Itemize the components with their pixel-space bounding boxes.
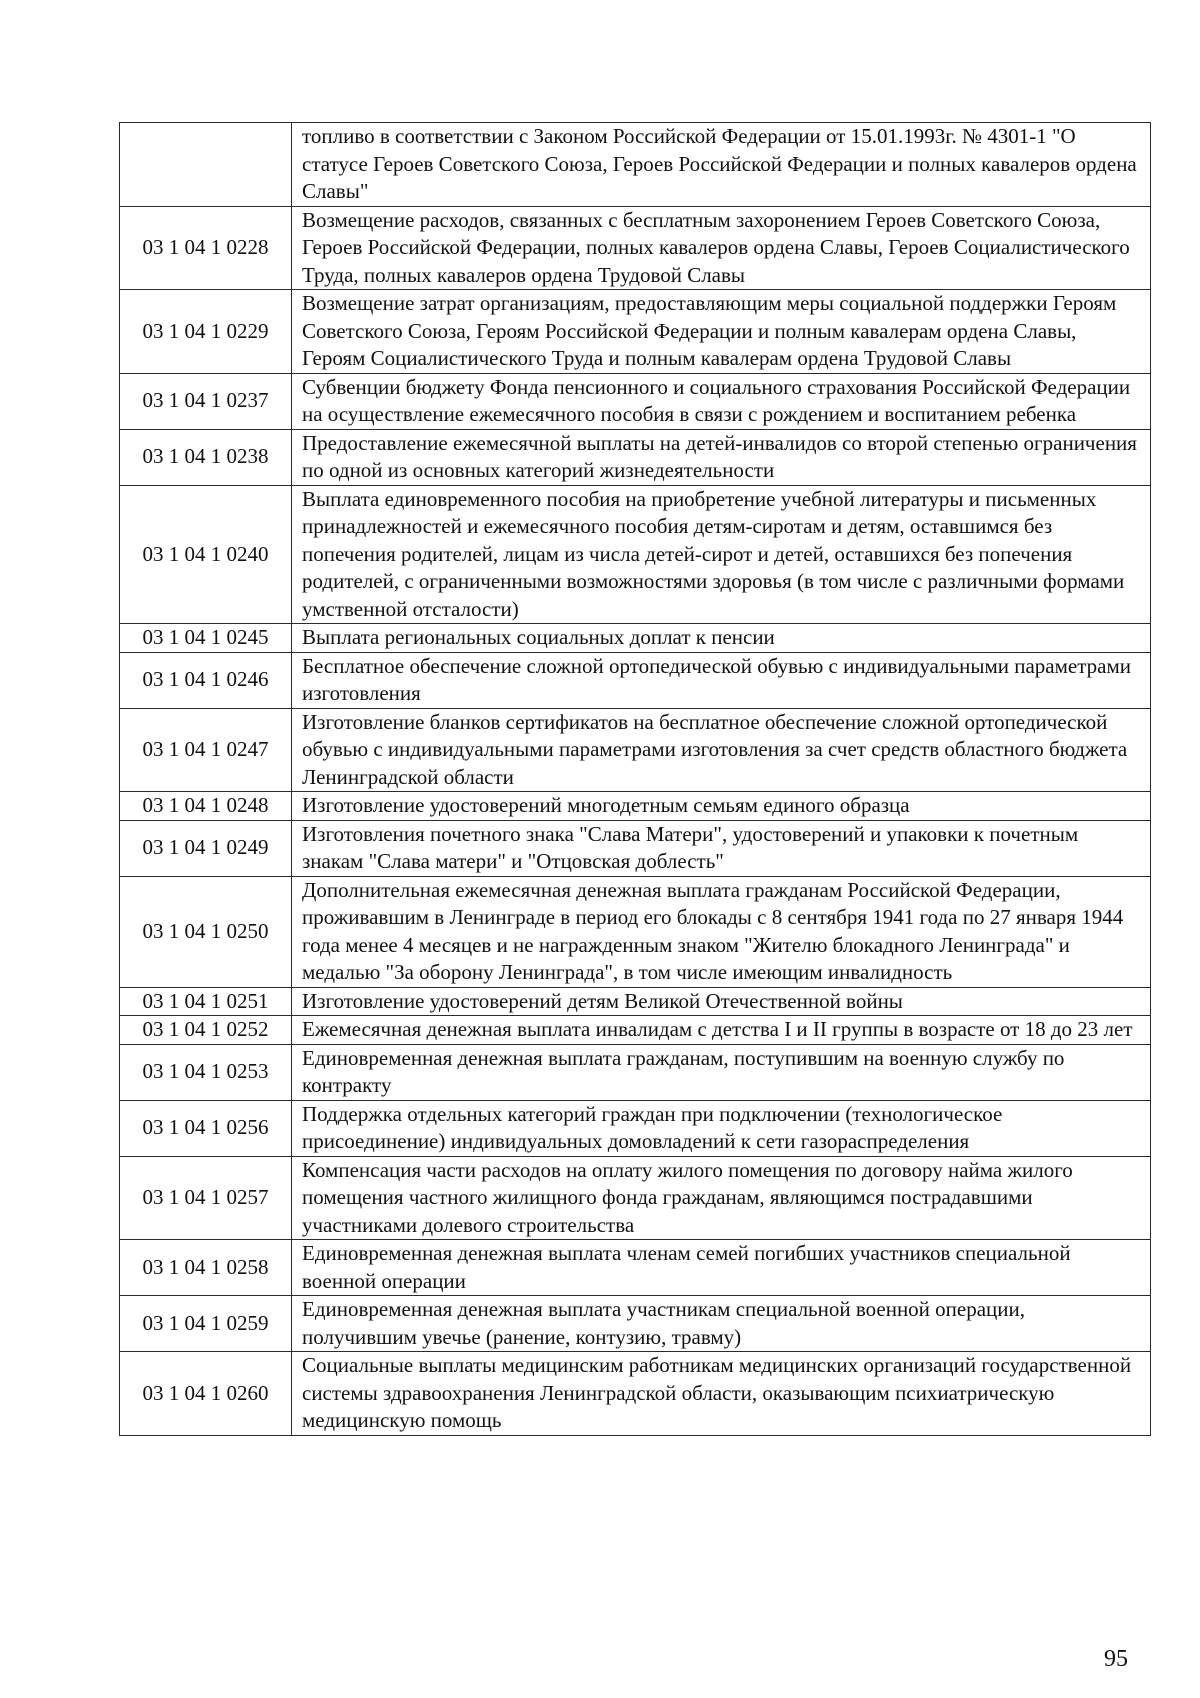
description-cell: Предоставление ежемесячной выплаты на детей-инвалидов со второй степенью ограничения по одной из основных категорий жизнедеятельности bbox=[292, 429, 1151, 485]
description-cell: Поддержка отдельных категорий граждан при подключении (технологическое присоединение) индивидуальных домовладений к сети газораспределения bbox=[292, 1100, 1151, 1156]
table-row bbox=[120, 792, 1151, 821]
code-cell: 03 1 04 1 0249 bbox=[120, 820, 292, 876]
code-cell: 03 1 04 1 0246 bbox=[120, 652, 292, 708]
table-row bbox=[120, 206, 1151, 290]
code-cell: 03 1 04 1 0248 bbox=[120, 792, 292, 821]
code-cell: 03 1 04 1 0247 bbox=[120, 708, 292, 792]
description-cell: Бесплатное обеспечение сложной ортопедической обувью с индивидуальными параметрами изготовления bbox=[292, 652, 1151, 708]
description-cell: Изготовление удостоверений многодетным семьям единого образца bbox=[292, 792, 1151, 821]
description-cell: Единовременная денежная выплата участникам специальной военной операции, получившим увечье (ранение, контузию, травму) bbox=[292, 1296, 1151, 1352]
table-row bbox=[120, 987, 1151, 1016]
description-cell: Компенсация части расходов на оплату жилого помещения по договору найма жилого помещения частного жилищного фонда гражданам, являющимся пострадавшими участниками долевого строительства bbox=[292, 1156, 1151, 1240]
code-cell: 03 1 04 1 0257 bbox=[120, 1156, 292, 1240]
description-cell: Единовременная денежная выплата членам семей погибших участников специальной военной операции bbox=[292, 1240, 1151, 1296]
table-row bbox=[120, 876, 1151, 987]
description-cell: топливо в соответствии с Законом Российской Федерации от 15.01.1993г. № 4301-1 "О статусе Героев Советского Союза, Героев Российской Федерации и полных кавалеров ордена Славы" bbox=[292, 123, 1151, 207]
code-cell: 03 1 04 1 0250 bbox=[120, 876, 292, 987]
description-cell: Ежемесячная денежная выплата инвалидам с детства I и II группы в возрасте от 18 до 23 лет bbox=[292, 1016, 1151, 1045]
code-cell: 03 1 04 1 0240 bbox=[120, 485, 292, 624]
description-cell: Субвенции бюджету Фонда пенсионного и социального страхования Российской Федерации на осуществление ежемесячного пособия в связи с рождением и воспитанием ребенка bbox=[292, 373, 1151, 429]
code-cell: 03 1 04 1 0229 bbox=[120, 290, 292, 374]
code-cell: 03 1 04 1 0253 bbox=[120, 1044, 292, 1100]
table-row bbox=[120, 1044, 1151, 1100]
table-row bbox=[120, 1100, 1151, 1156]
table-row bbox=[120, 123, 1151, 207]
description-cell: Дополнительная ежемесячная денежная выплата гражданам Российской Федерации, проживавшим в Ленинграде в период его блокады с 8 сентября 1941 года по 27 января 1944 года менее 4 месяцев и не награжденным знаком "Жителю блокадного Ленинграда" и медалью "За оборону Ленинграда", в том числе имеющим инвалидность bbox=[292, 876, 1151, 987]
table-row bbox=[120, 1296, 1151, 1352]
code-cell: 03 1 04 1 0260 bbox=[120, 1352, 292, 1436]
description-cell: Единовременная денежная выплата гражданам, поступившим на военную службу по контракту bbox=[292, 1044, 1151, 1100]
table-row bbox=[120, 373, 1151, 429]
description-cell: Возмещение затрат организациям, предоставляющим меры социальной поддержки Героям Советского Союза, Героям Российской Федерации и полным кавалерам ордена Славы, Героям Социалистического Труда и полным кавалерам ордена Трудовой Славы bbox=[292, 290, 1151, 374]
code-cell: 03 1 04 1 0256 bbox=[120, 1100, 292, 1156]
table-row bbox=[120, 624, 1151, 653]
table-row bbox=[120, 485, 1151, 624]
description-cell: Выплата региональных социальных доплат к пенсии bbox=[292, 624, 1151, 653]
code-cell: 03 1 04 1 0228 bbox=[120, 206, 292, 290]
table-row bbox=[120, 1240, 1151, 1296]
code-cell: 03 1 04 1 0251 bbox=[120, 987, 292, 1016]
table-row bbox=[120, 290, 1151, 374]
description-cell: Изготовление удостоверений детям Великой Отечественной войны bbox=[292, 987, 1151, 1016]
description-cell: Выплата единовременного пособия на приобретение учебной литературы и письменных принадлежностей и ежемесячного пособия детям-сиротам и детям, оставшимся без попечения родителей, лицам из числа детей-сирот и детей, оставшихся без попечения родителей, с ограниченными возможностями здоровья (в том числе с различными формами умственной отсталости) bbox=[292, 485, 1151, 624]
page-number: 95 bbox=[1104, 1646, 1128, 1672]
description-cell: Изготовление бланков сертификатов на бесплатное обеспечение сложной ортопедической обувью с индивидуальными параметрами изготовления за счет средств областного бюджета Ленинградской области bbox=[292, 708, 1151, 792]
description-cell: Изготовления почетного знака "Слава Матери", удостоверений и упаковки к почетным знакам "Слава матери" и "Отцовская доблесть" bbox=[292, 820, 1151, 876]
budget-classification-table bbox=[119, 122, 1151, 1436]
code-cell bbox=[120, 123, 292, 207]
table-row bbox=[120, 429, 1151, 485]
table-row bbox=[120, 652, 1151, 708]
code-cell: 03 1 04 1 0258 bbox=[120, 1240, 292, 1296]
code-cell: 03 1 04 1 0245 bbox=[120, 624, 292, 653]
code-cell: 03 1 04 1 0252 bbox=[120, 1016, 292, 1045]
table-row bbox=[120, 820, 1151, 876]
code-cell: 03 1 04 1 0237 bbox=[120, 373, 292, 429]
code-cell: 03 1 04 1 0238 bbox=[120, 429, 292, 485]
table-row bbox=[120, 1016, 1151, 1045]
description-cell: Социальные выплаты медицинским работникам медицинских организаций государственной системы здравоохранения Ленинградской области, оказывающим психиатрическую медицинскую помощь bbox=[292, 1352, 1151, 1436]
table-row bbox=[120, 708, 1151, 792]
code-cell: 03 1 04 1 0259 bbox=[120, 1296, 292, 1352]
description-cell: Возмещение расходов, связанных с бесплатным захоронением Героев Советского Союза, Героев Российской Федерации, полных кавалеров ордена Славы, Героев Социалистического Труда, полных кавалеров ордена Трудовой Славы bbox=[292, 206, 1151, 290]
table-row bbox=[120, 1352, 1151, 1436]
table-row bbox=[120, 1156, 1151, 1240]
